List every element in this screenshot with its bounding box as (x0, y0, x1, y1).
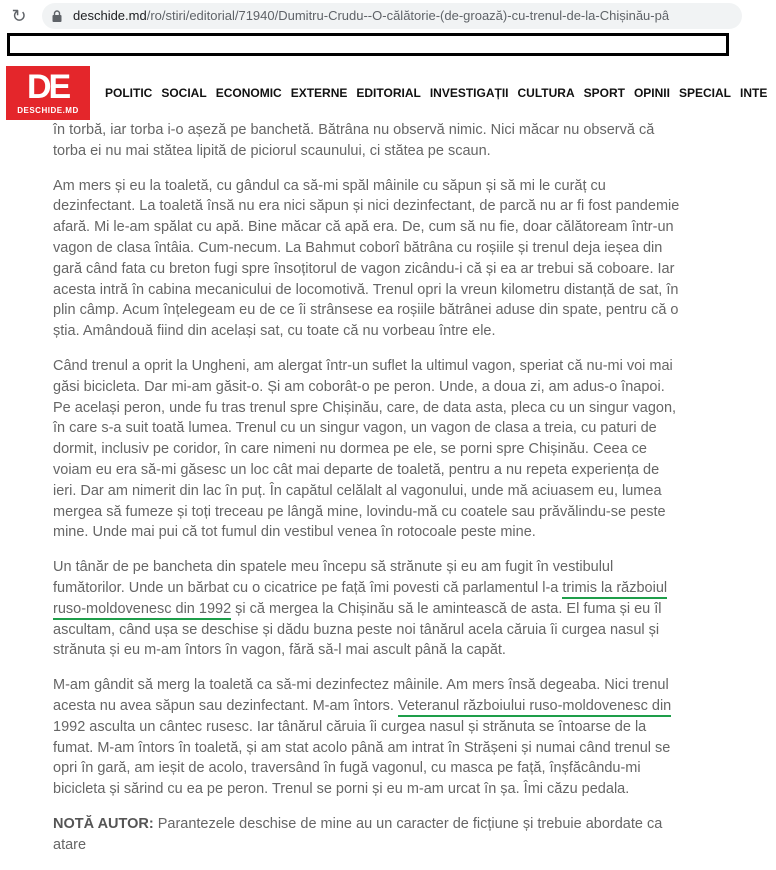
article-body (53, 120, 683, 870)
nav-item-editorial[interactable]: EDITORIAL (356, 86, 421, 100)
author-note-label: NOTĂ AUTOR: (53, 815, 154, 832)
article-paragraph: Când trenul a oprit la Ungheni, am alergat într-un suflet la ultimul vagon, speriat că nu-mi voi mai găsi bicicleta. Dar mi-am găsit-o. Și am coborât-o pe peron. Unde, a doua zi, am adus-o înapoi. Pe același peron, unde fu tras trenul spre Chișinău, care, de data asta, pleca cu un singur vagon, în care s-a suit toată lumea. Trenul cu un singur vagon, un vagon de clasa a treia, cu paturi de dormit, inclusiv pe coridor, în care nimeni nu dormea pe ele, se porni spre Chișinău. Ceea ce voiam eu era să-mi găsesc un loc cât mai departe de toaletă, pentru a nu repeta experiența de ieri. Dar am nimerit din lac în puț. În capătul celălalt al vagonului, unde mă aciuasem eu, lumea mergea să fumeze și toți treceau pe lângă mine, lovindu-mă cu coatele sau prăvălindu-se peste mine. Unde mai pui că tot fumul din vestibul venea în rotocoale peste mine. (53, 357, 677, 541)
author-note-text: Parantezele deschise de mine au un caracter de ficțiune și trebuie abordate ca atare (53, 815, 663, 853)
highlighted-text: Veteranul războiului ruso-moldovenesc din (398, 698, 671, 717)
nav-item-politic[interactable]: POLITIC (105, 86, 153, 100)
paragraph-text: M-am gândit să merg la toaletă ca să-mi dezinfectez mâinile. Am mers însă degeaba. Nici trenul acesta nu avea săpun sau dezinfectant. M-am întors. (53, 677, 669, 714)
browser-toolbar (0, 0, 733, 32)
paragraph-text: 1992 asculta un cântec rusesc. Iar tânărul căruia îi curgea nasul și strănuta se întoarse de la fumat. M-am întors în toaletă, și am stat acolo până am intrat în Strășeni și numai când trenul se opri în gară, am ieșit de acolo, traversând în fugă vagonul, cu masca pe față, înșfăcându-mi bicicleta și sărind cu ea pe peron. Trenul se porni și eu m-am urcat în șa. Îmi căzu pedala. (53, 718, 671, 798)
nav-item-special[interactable]: SPECIAL (678, 86, 731, 100)
article-paragraph (53, 675, 683, 800)
url-host: deschide.md (73, 8, 147, 23)
lock-icon[interactable] (52, 10, 62, 22)
logo-mark: DE (27, 68, 69, 106)
logo-text: DESCHIDE.MD (17, 106, 79, 115)
nav-item-investigatii[interactable]: INVESTIGAȚII (429, 86, 509, 100)
nav-item-social[interactable]: SOCIAL (161, 86, 207, 100)
nav-item-economic[interactable]: ECONOMIC (215, 86, 282, 100)
article-paragraph: Am mers și eu la toaletă, cu gândul ca să-mi spăl mâinile cu săpun și să mi le curăț cu dezinfectant. La toaletă însă nu era nici săpun și nici dezinfectant, de parcă nu ar fi fost pandemie afară. Mi le-am spălat cu apă. Bine măcar că apă era. De, cum să nu fie, doar călătoream într-un vagon de clasa întâia. Cum-necum. La Bahmut coborî bătrâna cu roșiile și trenul deja ieșea din gară când fata cu breton fugi spre însoțitorul de vagon zicându-i că și ea ar trebui să coboare. Iar acesta intră în cabina mecanicului de locomotivă. Trenul opri la vreun kilometru distanță de sat, în plin câmp. Acum înțelegeam eu de ce îi strânsese ea roșiile bătrânei aduse din spate, pentru că o știa. Amândouă fiind din același sat, cu toate că nu vorbeau între ele. (53, 177, 680, 340)
author-note (53, 814, 683, 856)
nav-item-sport[interactable]: SPORT (583, 86, 625, 100)
paragraph-text: și că mergea la Chișinău să le amintească de asta. El fuma și eu îl ascultam, când ușa se deschise și dădu buzna peste noi tânărul acela căruia îi curgea nasul și strănuta și eu m-am întors în vagon, fără să-l mai ascult până la capăt. (53, 600, 662, 659)
nav-item-inte[interactable]: INTE (740, 86, 768, 100)
url-path: /ro/stiri/editorial/71940/Dumitru-Crudu--O-călătorie-(de-groază)-cu-trenul-de-la-Chișinău-pâ (146, 8, 670, 23)
nav-item-opinii[interactable]: OPINII (633, 86, 670, 100)
article-paragraph (53, 557, 683, 661)
article-viewport (0, 122, 733, 859)
nav-item-cultura[interactable]: CULTURA (517, 86, 575, 100)
top-banner-box (7, 33, 729, 56)
highlighted-text: trimis la războiul ruso-moldovenesc din 1992 (53, 580, 667, 620)
address-bar[interactable] (42, 3, 742, 29)
url-text (73, 8, 669, 24)
main-nav (105, 86, 776, 100)
paragraph-text: Un tânăr de pe bancheta din spatele meu începu să strănute și eu am fugit în vestibulul fumătorilor. Unde un bărbat cu o cicatrice pe față îmi povesti că parlamentul l-a (53, 559, 614, 596)
reload-icon[interactable]: ↻ (11, 6, 27, 26)
site-header (0, 62, 768, 122)
nav-item-externe[interactable]: EXTERNE (290, 86, 348, 100)
site-logo[interactable] (6, 66, 90, 120)
article-paragraph: în torbă, iar torba i-o așeză pe banchetă. Bătrâna nu observă nimic. Nici măcar nu observă că torba ei nu mai stătea lipită de piciorul scaunului, ci stătea pe scaun. (53, 122, 655, 159)
